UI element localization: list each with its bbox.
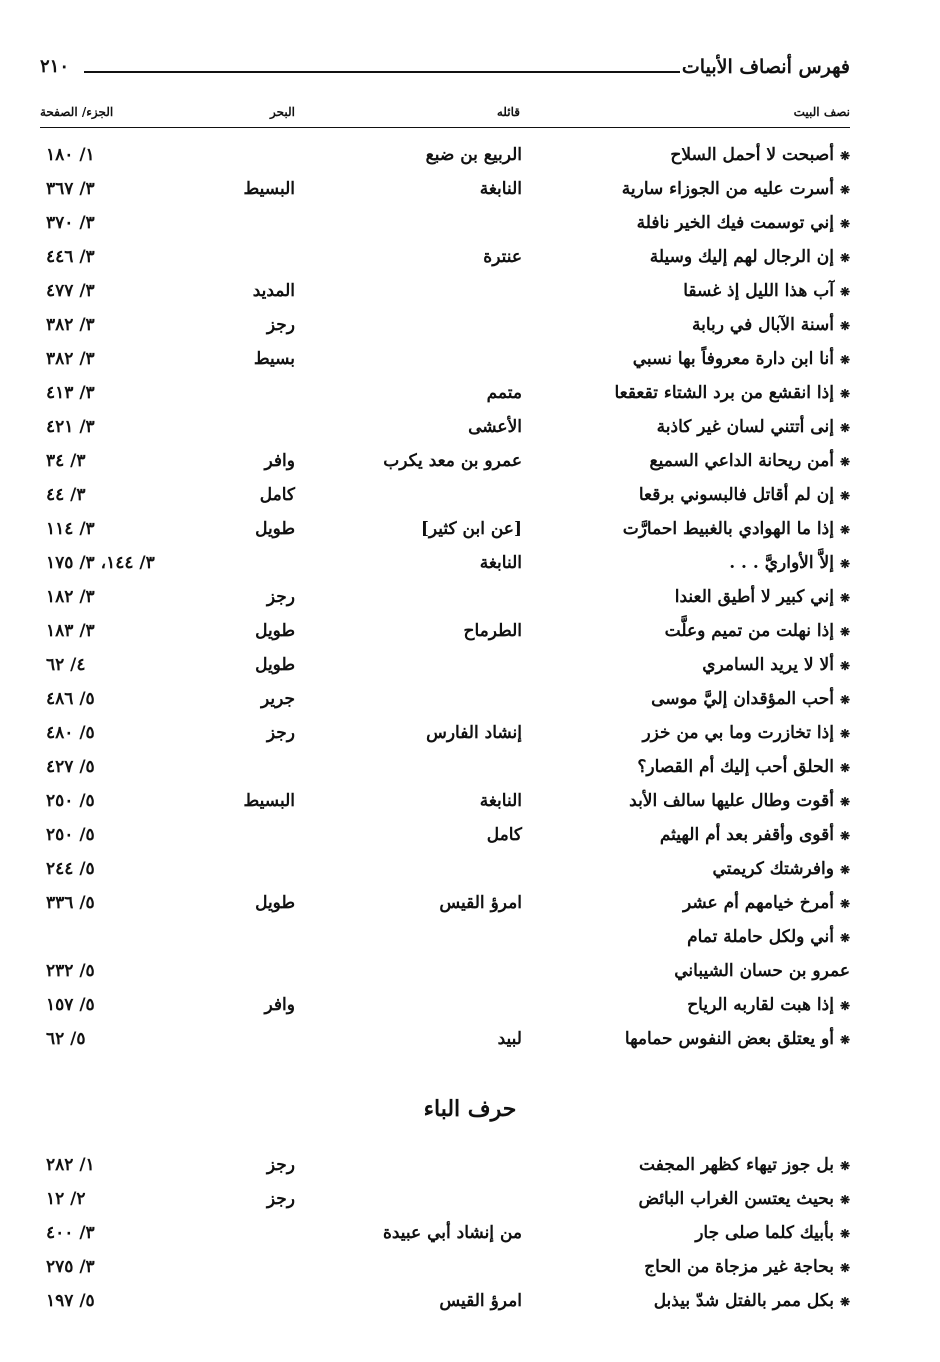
verse-text: أسرت عليه من الجوزاء سارية (621, 179, 834, 199)
verse-text: إن الرجال لهم إليك وسيلة (649, 247, 834, 267)
verse-half (702, 655, 850, 675)
verse-half (695, 1223, 850, 1243)
bullet-icon: ❋ (839, 557, 850, 571)
poet-name: [عن ابن كثير] (420, 519, 522, 539)
meter-name: رجز (266, 1155, 295, 1175)
volume-page-ref: ١/ ١٨٠ (46, 145, 95, 165)
verse-half (614, 383, 850, 403)
poet-name: الطرماح (463, 621, 522, 641)
volume-page-ref: ٥/ ١٥٧ (46, 995, 95, 1015)
meter-name: وافر (264, 995, 295, 1015)
verse-half (683, 893, 850, 913)
column-header-poet: قائله (496, 105, 520, 119)
index-row (40, 1150, 850, 1184)
verse-half (692, 315, 850, 335)
volume-page-ref: ٥/ ٦٢ (46, 1029, 86, 1049)
volume-page-ref: ٥/ ٢٥٠ (46, 825, 95, 845)
poet-name: الربيع بن ضبع (425, 145, 522, 165)
bullet-icon: ❋ (839, 863, 850, 877)
meter-name: رجز (266, 1189, 295, 1209)
index-row (40, 786, 850, 820)
verse-text: أمن ريحانة الداعي السميع (649, 451, 834, 471)
verse-text: الحلق أحب إليك أم القصار؟ (637, 757, 834, 777)
verse-text: أقوى وأقفر بعد أم الهيثم (659, 825, 834, 845)
verse-text: إني توسمت فيك الخير نافلة (636, 213, 834, 233)
volume-page-ref: ٣/ ٢٧٥ (46, 1257, 95, 1277)
index-row (40, 582, 850, 616)
header-rule (84, 71, 680, 73)
bullet-icon: ❋ (839, 1227, 850, 1241)
verse-half (644, 1257, 850, 1277)
page-number: ٢١٠ (40, 56, 70, 77)
volume-page-ref: ٣/ ١٨٣ (46, 621, 95, 641)
verse-half (670, 145, 850, 165)
poet-name: عنترة (483, 247, 522, 267)
index-row (40, 752, 850, 786)
index-row (40, 854, 850, 888)
column-header-meter: البحر (270, 105, 295, 119)
verse-half (639, 1189, 851, 1209)
verse-text: ألا لا يريد السامري (702, 655, 834, 675)
meter-name: البسيط (243, 791, 295, 811)
meter-name: طويل (255, 893, 295, 913)
verse-half (660, 825, 850, 845)
verse-half (729, 553, 850, 573)
bullet-icon: ❋ (839, 931, 850, 945)
volume-page-ref: ٥/ ٣٣٦ (46, 893, 95, 913)
index-row (40, 1184, 850, 1218)
verse-half (683, 281, 850, 301)
index-row (40, 1024, 850, 1058)
volume-page-ref: ٤/ ٦٢ (46, 655, 86, 675)
index-row (40, 922, 850, 956)
verse-half (637, 757, 850, 777)
poet-name: النابغة (479, 179, 522, 199)
verse-half (657, 417, 850, 437)
verse-text: عمرو بن حسان الشيباني (674, 961, 850, 981)
verse-text: أنا ابن دارة معروفاً بها نسبي (632, 349, 834, 369)
poet-name: متمم (486, 383, 522, 403)
meter-name: طويل (255, 621, 295, 641)
verse-half (633, 349, 850, 369)
poet-name: النابغة (479, 553, 522, 573)
meter-name: المديد (252, 281, 295, 301)
volume-page-ref: ٥/ ٢٤٤ (46, 859, 95, 879)
volume-page-ref: ٣/ ٣٦٧ (46, 179, 95, 199)
bullet-icon: ❋ (839, 387, 850, 401)
verse-half (642, 723, 850, 743)
volume-page-ref: ٣/ ٤٧٧ (46, 281, 95, 301)
section-title: حرف الباء (423, 1096, 517, 1122)
verse-half (650, 247, 850, 267)
volume-page-ref: ٢/ ١٢ (46, 1189, 86, 1209)
verse-text: بحاجة غير مزجاة من الحاج (644, 1257, 834, 1277)
index-row (40, 480, 850, 514)
verse-text: إذا ما الهوادي بالغبيط احمارَّت (622, 519, 834, 539)
volume-page-ref: ١/ ٢٨٢ (46, 1155, 95, 1175)
verse-half (674, 961, 850, 981)
verse-text: إذا انقشع من برد الشتاء تقعقعا (614, 383, 834, 403)
poet-name: من إنشاد أبي عبيدة (382, 1223, 522, 1243)
volume-page-ref: ٣/ ٣٤ (46, 451, 86, 471)
bullet-icon: ❋ (839, 455, 850, 469)
verse-text: أو يعتلق بعض النفوس حمامها (624, 1029, 834, 1049)
verse-text: بكل ممر بالفتل شدّ بيذبل (653, 1291, 834, 1311)
bullet-icon: ❋ (839, 1159, 850, 1173)
volume-page-ref: ٣/ ٤١٣ (46, 383, 95, 403)
index-row (40, 412, 850, 446)
bullet-icon: ❋ (839, 319, 850, 333)
bullet-icon: ❋ (839, 591, 850, 605)
index-row (40, 990, 850, 1024)
poet-name: عمرو بن معد يكرب (383, 451, 522, 471)
verse-half (625, 1029, 850, 1049)
verse-half (675, 587, 850, 607)
index-row (40, 888, 850, 922)
poet-name: كامل (486, 825, 522, 845)
column-header-verse: نصف البيت (793, 105, 850, 119)
verse-text: بأبيك كلما صلى جار (695, 1223, 834, 1243)
verse-half (623, 519, 850, 539)
index-row (40, 446, 850, 480)
verse-text: إذا هبت لقاربه الرياح (687, 995, 834, 1015)
verse-text: بحيث يعتسن الغراب البائض (638, 1189, 834, 1209)
bullet-icon: ❋ (839, 251, 850, 265)
verse-text: أمرخ خيامهم أم عشر (682, 893, 834, 913)
index-row (40, 276, 850, 310)
volume-page-ref: ٣/ ١٤٤، ٣/ ١٧٥ (46, 553, 155, 573)
index-row (40, 1218, 850, 1252)
index-row (40, 378, 850, 412)
bullet-icon: ❋ (839, 795, 850, 809)
verse-half (665, 621, 850, 641)
meter-name: رجز (266, 315, 295, 335)
volume-page-ref: ٣/ ٤٤ (46, 485, 86, 505)
volume-page-ref: ٥/ ٤٨٠ (46, 723, 95, 743)
meter-name: بسيط (253, 349, 295, 369)
bullet-icon: ❋ (839, 1261, 850, 1275)
poet-name: امرؤ القيس (439, 1291, 522, 1311)
index-row (40, 820, 850, 854)
index-row (40, 1286, 850, 1320)
verse-text: إذا تخازرت وما بي من خزر (642, 723, 834, 743)
volume-page-ref: ٥/ ٢٥٠ (46, 791, 95, 811)
bullet-icon: ❋ (839, 897, 850, 911)
volume-page-ref: ٣/ ٤٠٠ (46, 1223, 95, 1243)
verse-text: أصبحت لا أحمل السلاح (670, 145, 834, 165)
verse-text: أسنة الآبال في ربابة (692, 315, 834, 335)
verse-text: بل جوز تيهاء كظهر المجفت (639, 1155, 834, 1175)
index-row (40, 684, 850, 718)
bullet-icon: ❋ (839, 217, 850, 231)
column-headers (40, 103, 850, 128)
meter-name: البسيط (243, 179, 295, 199)
verse-half (651, 689, 850, 709)
verse-half (713, 859, 850, 879)
poet-name: لبيد (497, 1029, 522, 1049)
meter-name: رجز (266, 587, 295, 607)
meter-name: طويل (255, 655, 295, 675)
meter-name: جرير (261, 689, 295, 709)
index-row (40, 174, 850, 208)
verse-half (687, 927, 850, 947)
volume-page-ref: ٣/ ١٨٢ (46, 587, 95, 607)
column-header-reference: الجزء/ الصفحة (40, 105, 114, 119)
bullet-icon: ❋ (839, 523, 850, 537)
verse-half (629, 791, 850, 811)
volume-page-ref: ٥/ ١٩٧ (46, 1291, 95, 1311)
bullet-icon: ❋ (839, 489, 850, 503)
bullet-icon: ❋ (839, 693, 850, 707)
bullet-icon: ❋ (839, 625, 850, 639)
volume-page-ref: ٥/ ٤٢٧ (46, 757, 95, 777)
verse-half (654, 1291, 850, 1311)
poet-name: امرؤ القيس (439, 893, 522, 913)
verse-half (650, 451, 850, 471)
meter-name: طويل (255, 519, 295, 539)
verse-text: إذا نهلت من تميم وعلَّت (664, 621, 834, 641)
index-row (40, 548, 850, 582)
meter-name: رجز (266, 723, 295, 743)
index-row (40, 310, 850, 344)
verse-text: إنى أتتني لسان غير كاذبة (656, 417, 834, 437)
verse-half (622, 179, 850, 199)
bullet-icon: ❋ (839, 999, 850, 1013)
meter-name: كامل (259, 485, 295, 505)
poet-name: الأعشى (468, 417, 522, 437)
poet-name: إنشاد الفارس (426, 723, 522, 743)
bullet-icon: ❋ (839, 761, 850, 775)
bullet-icon: ❋ (839, 1193, 850, 1207)
index-row (40, 650, 850, 684)
verse-text: آب هذا الليل إذ غسقا (683, 281, 834, 301)
index-row (40, 718, 850, 752)
verse-text: إن لم أقاتل فالبسوني برقعا (638, 485, 834, 505)
volume-page-ref: ٣/ ٣٧٠ (46, 213, 95, 233)
index-row (40, 1252, 850, 1286)
verse-half (639, 485, 850, 505)
volume-page-ref: ٣/ ٣٨٢ (46, 315, 95, 335)
bullet-icon: ❋ (839, 727, 850, 741)
verse-text: إني كبير لا أطيق العندا (674, 587, 834, 607)
index-row (40, 242, 850, 276)
volume-page-ref: ٣/ ١١٤ (46, 519, 95, 539)
verse-text: أقوت وطال عليها سالف الأبد (629, 791, 834, 811)
volume-page-ref: ٥/ ٢٣٢ (46, 961, 95, 981)
meter-name: وافر (264, 451, 295, 471)
index-row (40, 514, 850, 548)
index-row (40, 140, 850, 174)
index-row (40, 616, 850, 650)
volume-page-ref: ٣/ ٣٨٢ (46, 349, 95, 369)
bullet-icon: ❋ (839, 1295, 850, 1309)
verse-half (639, 1155, 850, 1175)
bullet-icon: ❋ (839, 659, 850, 673)
index-entries-ba (40, 1150, 850, 1320)
verse-half (637, 213, 850, 233)
index-entries-alif (40, 140, 850, 1058)
verse-text: إلاَّ الأواريَّ . . . (729, 553, 834, 573)
volume-page-ref: ٥/ ٤٨٦ (46, 689, 95, 709)
bullet-icon: ❋ (839, 149, 850, 163)
bullet-icon: ❋ (839, 829, 850, 843)
running-header (40, 56, 850, 86)
verse-text: أني ولكل حاملة تمام (687, 927, 834, 947)
index-row (40, 956, 850, 990)
volume-page-ref: ٣/ ٤٢١ (46, 417, 95, 437)
verse-text: وافرشتك كريمتي (712, 859, 834, 879)
page-title: فهرس أنصاف الأبيات (681, 56, 850, 78)
poet-name: النابغة (479, 791, 522, 811)
index-row (40, 208, 850, 242)
verse-text: أحب المؤقدان إليَّ موسى (651, 689, 834, 709)
volume-page-ref: ٣/ ٤٤٦ (46, 247, 95, 267)
bullet-icon: ❋ (839, 421, 850, 435)
bullet-icon: ❋ (839, 353, 850, 367)
index-row (40, 344, 850, 378)
verse-half (687, 995, 850, 1015)
bullet-icon: ❋ (839, 183, 850, 197)
bullet-icon: ❋ (839, 285, 850, 299)
bullet-icon: ❋ (839, 1033, 850, 1047)
